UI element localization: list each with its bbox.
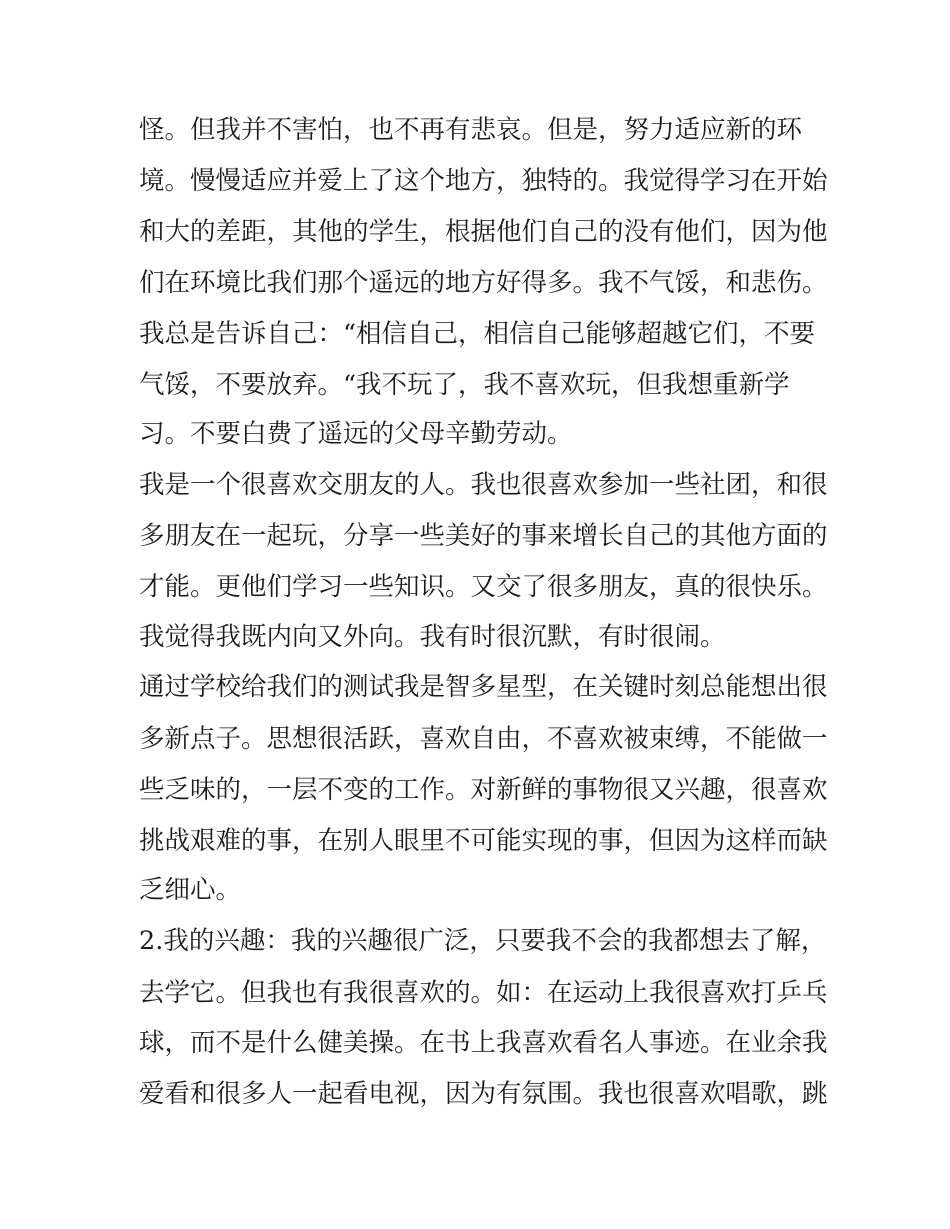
text-line: 去学它。但我也有我很喜欢的。如：在运动上我很喜欢打乒乓	[139, 978, 828, 1008]
text-line: 多朋友在一起玩，分享一些美好的事来增长自己的其他方面的	[139, 521, 828, 551]
text-line: 些乏味的，一层不变的工作。对新鲜的事物很又兴趣，很喜欢	[139, 775, 828, 805]
text-line: 们在环境比我们那个遥远的地方好得多。我不气馁，和悲伤。	[139, 268, 828, 298]
text-line: 和大的差距，其他的学生，根据他们自己的没有他们，因为他	[139, 217, 828, 247]
text-line: 2.我的兴趣：我的兴趣很广泛，只要我不会的我都想去了解，	[139, 926, 827, 956]
text-line: 我是一个很喜欢交朋友的人。我也很喜欢参加一些社团，和很	[139, 470, 828, 500]
text-line: 我觉得我既内向又外向。我有时很沉默，有时很闹。	[139, 622, 726, 652]
text-line: 多新点子。思想很活跃，喜欢自由，不喜欢被束缚，不能做一	[139, 724, 828, 754]
text-line: 习。不要白费了遥远的父母辛勤劳动。	[139, 419, 573, 449]
text-line: 挑战艰难的事，在别人眼里不可能实现的事，但因为这样而缺	[139, 826, 828, 856]
text-line: 通过学校给我们的测试我是智多星型，在关键时刻总能想出很	[139, 672, 828, 702]
text-line: 才能。更他们学习一些知识。又交了很多朋友，真的很快乐。	[139, 572, 828, 602]
text-line: 球，而不是什么健美操。在书上我喜欢看名人事迹。在业余我	[139, 1028, 828, 1058]
text-line: 我总是告诉自己：“相信自己，相信自己能够超越它们，不要	[139, 319, 816, 349]
text-line: 乏细心。	[139, 875, 242, 905]
text-line: 怪。但我并不害怕，也不再有悲哀。但是，努力适应新的环	[139, 115, 803, 145]
text-line: 爱看和很多人一起看电视，因为有氛围。我也很喜欢唱歌，跳	[139, 1079, 828, 1109]
text-line: 气馁，不要放弃。“我不玩了，我不喜欢玩，但我想重新学	[139, 370, 790, 400]
text-line: 境。慢慢适应并爱上了这个地方，独特的。我觉得学习在开始	[139, 166, 828, 196]
